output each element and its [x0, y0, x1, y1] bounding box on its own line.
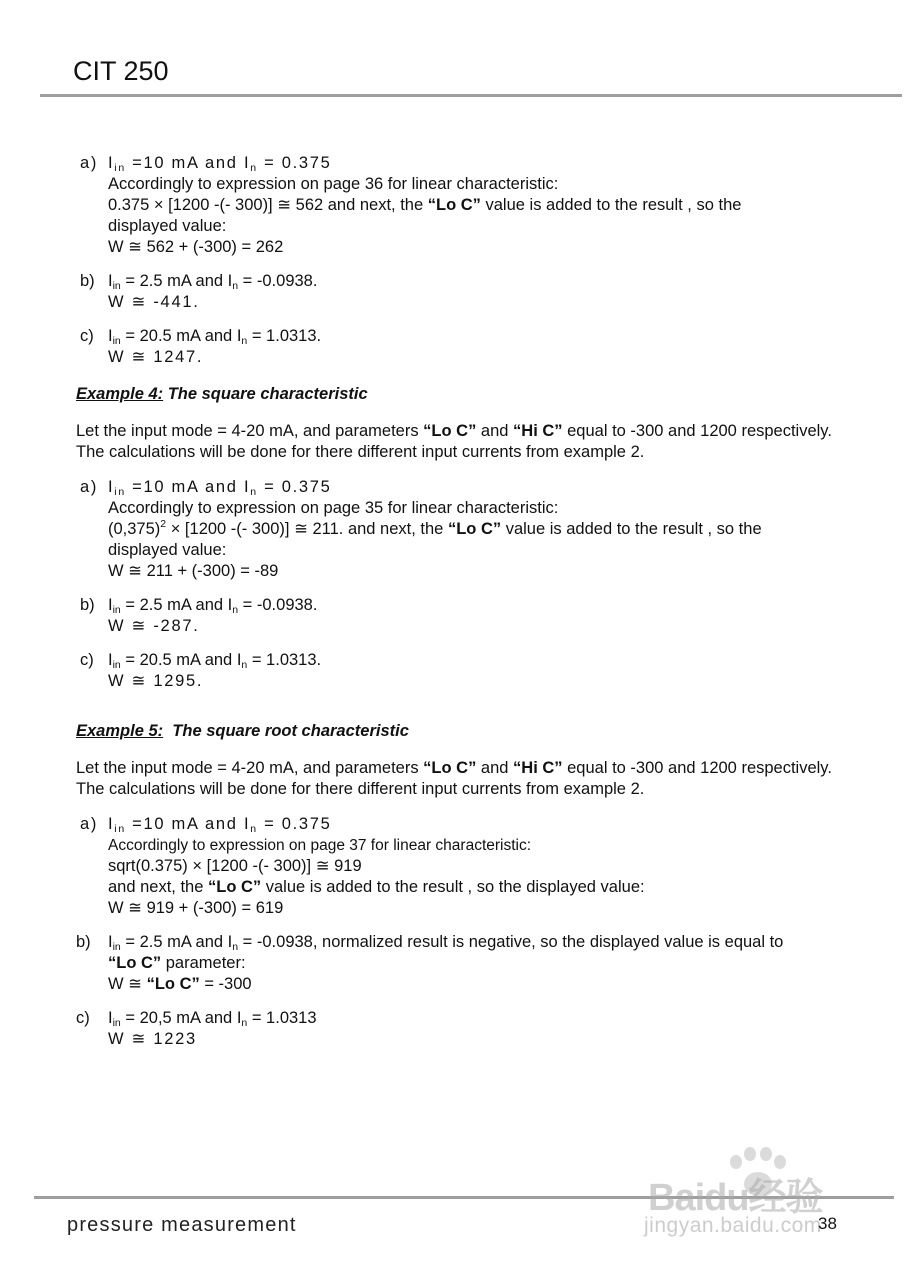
example5-heading: Example 5: The square root characteristic	[76, 722, 409, 740]
item-line: Accordingly to expression on page 37 for linear characteristic:	[108, 837, 532, 854]
item-result: W ≅ -441.	[108, 293, 200, 311]
item-marker: a)	[80, 478, 99, 496]
example4-heading: Example 4: The square characteristic	[76, 385, 368, 403]
item-marker: c)	[80, 327, 94, 345]
item-line: Accordingly to expression on page 36 for linear characteristic:	[108, 175, 559, 193]
item-result: W ≅ -287.	[108, 617, 200, 635]
item-result: W ≅ 1247.	[108, 348, 204, 366]
item-line: $I_{in} = 20.5$ mA and $I_n = 1.0313$.	[108, 651, 322, 671]
item-marker: c)	[76, 1009, 90, 1027]
page-number: 38	[818, 1214, 837, 1233]
item-line: $I_{in} = 2.5$ mA and $I_n = -0.0938$.	[108, 272, 318, 292]
item-result: W ≅ “Lo C” = -300	[108, 975, 252, 993]
item-line: $I_{in} =10$ mA and $I_n = 0.375$	[108, 154, 332, 174]
item-result: W ≅ 919 + (-300) = 619	[108, 899, 284, 917]
item-line: 0.375 × [1200 -(- 300)] ≅ 562 and next, the “Lo C” value is added to the result , so the	[108, 196, 742, 214]
document-header-title: CIT 250	[73, 56, 169, 86]
example5-intro: Let the input mode = 4-20 mA, and parameters “Lo C” and “Hi C” equal to -300 and 1200 respectively. The calculations will be done for there different input currents from example 2.	[76, 759, 832, 798]
item-result: W ≅ 211 + (-300) = -89	[108, 562, 279, 580]
watermark-url: jingyan.baidu.com	[644, 1214, 822, 1237]
watermark-logo: Baidu经验	[648, 1177, 823, 1219]
item-line: $I_{in} =10$ mA and $I_n = 0.375$	[108, 478, 332, 498]
example5-item-a	[76, 814, 846, 919]
item-line: $I_{in} = 20.5$ mA and $I_n = 1.0313$.	[108, 327, 322, 347]
item-line: $(0,375)^2 \times [1200$ -(- 300)] ≅ 211. and next, the “Lo C” value is added to the result , so the	[108, 518, 762, 538]
example4-item-c	[76, 650, 846, 692]
footer-section-title: pressure measurement	[67, 1214, 297, 1236]
item-marker: b)	[80, 272, 95, 290]
item-line: $I_{in} = 20,5$ mA and $I_n = 1.0313$	[108, 1009, 317, 1029]
header-divider	[40, 94, 902, 97]
item-marker: a)	[80, 154, 99, 172]
item-result: W ≅ 1295.	[108, 672, 204, 690]
item-line: Accordingly to expression on page 35 for linear characteristic:	[108, 499, 559, 517]
example4-item-a	[76, 477, 846, 582]
item-line: and next, the “Lo C” value is added to the result , so the displayed value:	[108, 878, 645, 896]
item-line: $I_{in} = 2.5$ mA and $I_n = -0.0938$.	[108, 596, 318, 616]
example4-item-b	[76, 595, 846, 637]
example4-intro: Let the input mode = 4-20 mA, and parameters “Lo C” and “Hi C” equal to -300 and 1200 respectively. The calculations will be done for there different input currents from example 2.	[76, 422, 832, 461]
example5-item-c	[76, 1008, 846, 1050]
item-line: $I_{in} =10$ mA and $I_n = 0.375$	[108, 815, 332, 835]
item-result: W ≅ 1223	[108, 1030, 197, 1048]
document-body	[76, 150, 846, 1050]
item-line: sqrt(0.375) × [1200 -(- 300)] ≅ 919	[108, 857, 362, 875]
item-line: displayed value:	[108, 217, 227, 235]
item-marker: b)	[76, 933, 91, 951]
example3-item-c	[76, 326, 846, 368]
example5-item-b	[76, 932, 846, 995]
item-line: $I_{in} = 2.5$ mA and $I_n = -0.0938$, normalized result is negative, so the displayed value is equal to “Lo C” parameter:	[108, 933, 784, 972]
example3-item-a	[76, 153, 846, 258]
item-marker: a)	[80, 815, 99, 833]
example3-item-b	[76, 271, 846, 313]
item-marker: c)	[80, 651, 94, 669]
item-line: displayed value:	[108, 541, 227, 559]
item-result: W ≅ 562 + (-300) = 262	[108, 238, 284, 256]
item-marker: b)	[80, 596, 95, 614]
